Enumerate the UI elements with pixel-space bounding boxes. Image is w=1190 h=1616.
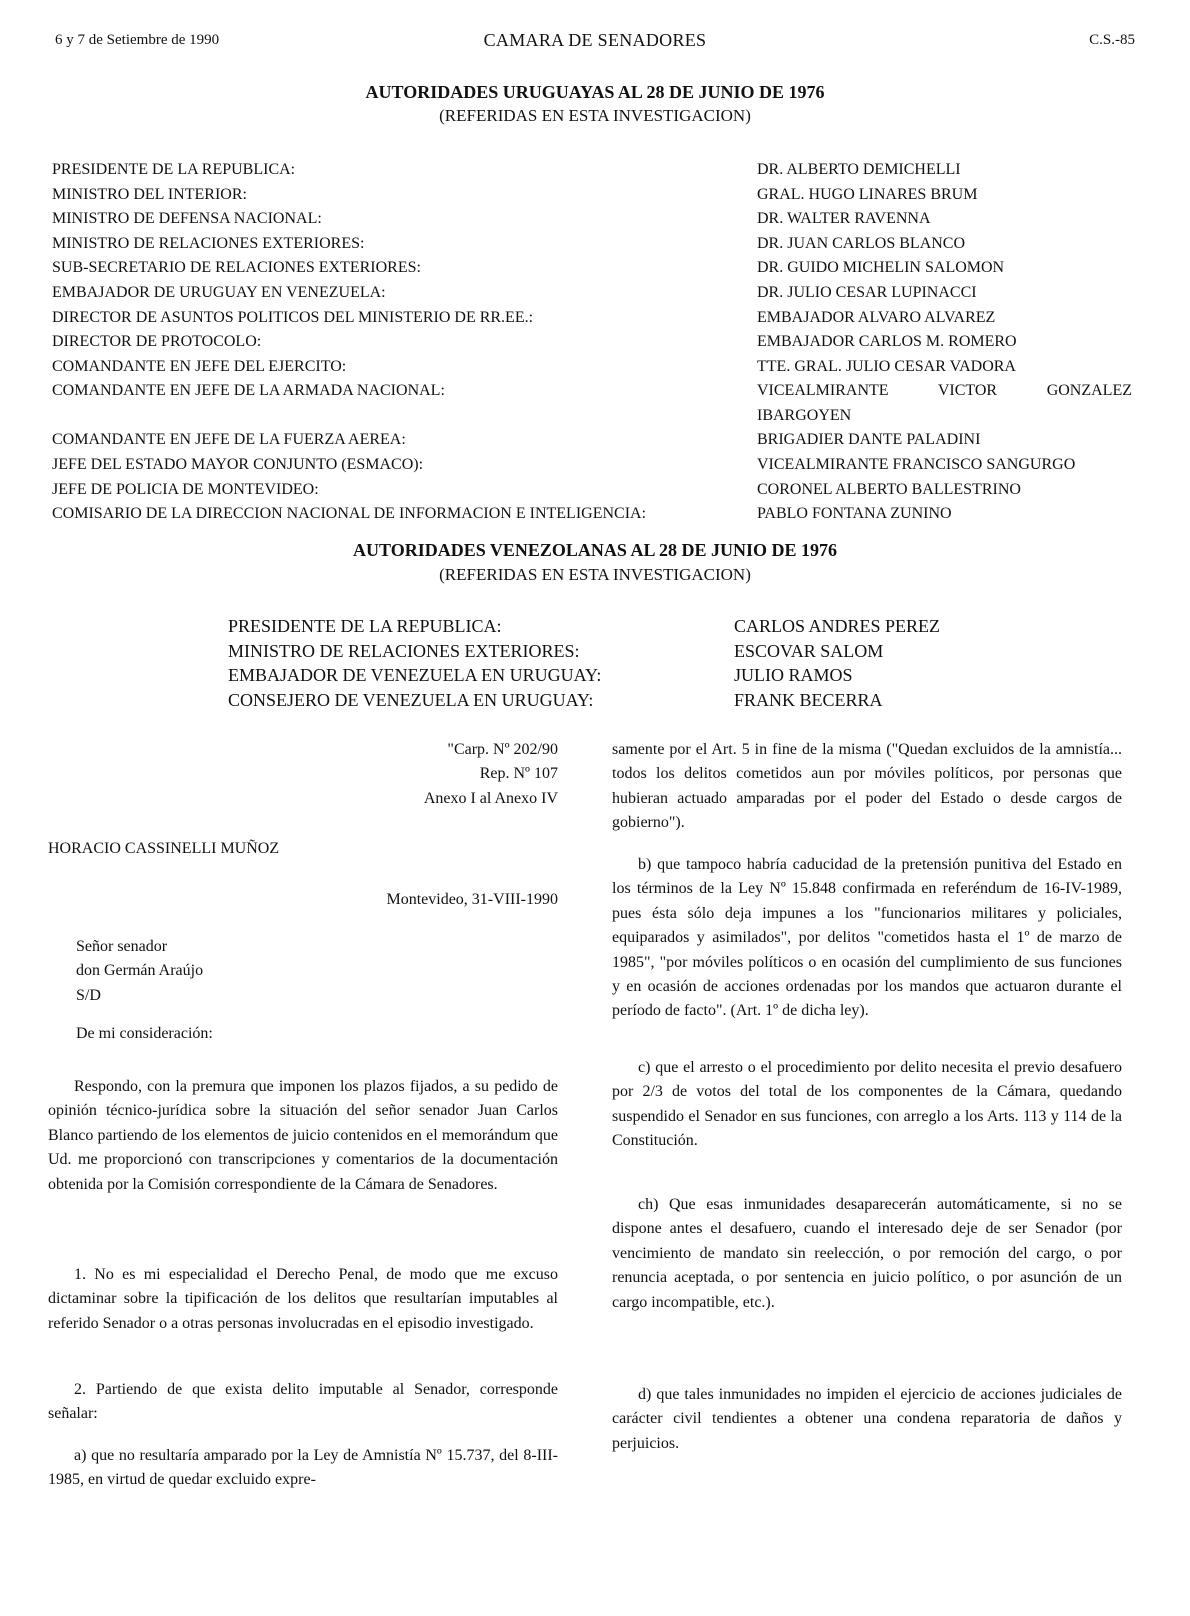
official-row [52, 502, 1142, 527]
venezuela-section-title: AUTORIDADES VENEZOLANAS AL 28 DE JUNIO DE 1976 [353, 540, 837, 560]
official-name: JULIO RAMOS [734, 665, 853, 685]
official-role: EMBAJADOR DE URUGUAY EN VENEZUELA: [52, 283, 386, 301]
official-name: VICEALMIRANTE FRANCISCO SANGURGO [757, 455, 1076, 473]
page-header [55, 30, 1135, 56]
official-row [52, 379, 1142, 428]
venezuela-officials-table [228, 614, 988, 712]
official-role: COMANDANTE EN JEFE DEL EJERCITO: [52, 357, 347, 375]
official-name: ESCOVAR SALOM [734, 640, 884, 661]
recipient-line: don Germán Araújo [76, 962, 204, 980]
body-paragraph: 2. Partiendo de que exista delito imputable al Senador, corresponde señalar: [48, 1381, 558, 1423]
official-name: CORONEL ALBERTO BALLESTRINO [757, 480, 1021, 498]
official-row [52, 478, 1142, 503]
reference-block [48, 738, 558, 811]
official-role: MINISTRO DE RELACIONES EXTERIORES: [52, 234, 365, 252]
uruguay-section-title: AUTORIDADES URUGUAYAS AL 28 DE JUNIO DE 1976 [365, 82, 825, 102]
header-chamber: CAMARA DE SENADORES [483, 30, 707, 50]
official-row [52, 453, 1142, 478]
body-paragraph: ch) Que esas inmunidades desaparecerán automáticamente, si no se dispone antes el desafuero, cuando el interesado deje de ser Senador (por vencimiento de mandato sin reelección, o por remoción del cargo, o por renuncia aceptada, o por sentencia en juicio político, o por asunción de un cargo incompatible, etc.). [612, 1196, 1122, 1311]
official-row [228, 639, 988, 664]
body-paragraph: d) que tales inmunidades no impiden el ejercicio de acciones judiciales de carácter civil tendientes a obtener una condena reparatoria de daños y perjuicios. [612, 1386, 1122, 1452]
official-role: CONSEJERO DE VENEZUELA EN URUGUAY: [228, 689, 594, 710]
official-row [52, 232, 1142, 257]
reference-line: Anexo I al Anexo IV [423, 789, 558, 807]
official-name: DR. GUIDO MICHELIN SALOMON [757, 259, 1005, 277]
body-paragraph: 1. No es mi especialidad el Derecho Penal, de modo que me excuso dictaminar sobre la tipificación de los delitos que resultarían imputables al referido Senador o a otras personas involucradas en el episodio investigado. [48, 1266, 558, 1332]
official-name: BRIGADIER DANTE PALADINI [757, 431, 981, 449]
official-role: PRESIDENTE DE LA REPUBLICA: [228, 616, 502, 636]
body-paragraph: c) que el arresto o el procedimiento por delito necesita el previo desafuero por 2/3 de votos del total de los componentes de la Cámara, quedando suspendido el Senador en sus funciones, con arreglo a los Arts. 113 y 114 de la Constitución. [612, 1059, 1122, 1150]
letter-place-date: Montevideo, 31-VIII-1990 [386, 891, 558, 908]
body-paragraph: Respondo, con la premura que imponen los plazos fijados, a su pedido de opinión técnico-jurídica sobre la situación del señor senador Juan Carlos Blanco partiendo de los elementos de juicio contenidos en el memorándum que Ud. me proporcionó con transcripciones y comentarios de la documentación obtenida por la Comisión correspondiente de la Cámara de Senadores. [48, 1078, 558, 1193]
official-name: EMBAJADOR CARLOS M. ROMERO [757, 333, 1017, 351]
official-name: DR. JUAN CARLOS BLANCO [757, 234, 966, 252]
official-role: JEFE DE POLICIA DE MONTEVIDEO: [52, 480, 319, 498]
official-row [52, 306, 1142, 331]
official-role: PRESIDENTE DE LA REPUBLICA: [52, 161, 296, 178]
body-paragraph: a) que no resultaría amparado por la Ley de Amnistía Nº 15.737, del 8-III-1985, en virtud de quedar excluido expre- [48, 1447, 558, 1489]
recipient-line: S/D [76, 986, 101, 1004]
official-name: FRANK BECERRA [734, 689, 883, 710]
official-role: DIRECTOR DE PROTOCOLO: [52, 333, 262, 351]
official-role: SUB-SECRETARIO DE RELACIONES EXTERIORES: [52, 259, 421, 277]
official-row [52, 207, 1142, 232]
letter-greeting: De mi consideración: [76, 1025, 213, 1042]
official-row [52, 281, 1142, 306]
official-role: EMBAJADOR DE VENEZUELA EN URUGUAY: [228, 665, 602, 685]
official-role: DIRECTOR DE ASUNTOS POLITICOS DEL MINISTERIO DE RR.EE.: [52, 308, 534, 326]
official-name: TTE. GRAL. JULIO CESAR VADORA [757, 357, 1016, 375]
official-row [228, 614, 988, 639]
official-name: PABLO FONTANA ZUNINO [757, 505, 952, 523]
official-role: COMANDANTE EN JEFE DE LA FUERZA AEREA: [52, 431, 406, 449]
letter-author: HORACIO CASSINELLI MUÑOZ [48, 840, 280, 857]
official-name: DR. ALBERTO DEMICHELLI [757, 161, 961, 178]
official-row [228, 688, 988, 713]
reference-line: "Carp. Nº 202/90 [447, 741, 558, 758]
official-row [52, 256, 1142, 281]
official-row [52, 355, 1142, 380]
header-code: C.S.-85 [1089, 32, 1135, 48]
official-row [228, 663, 988, 688]
official-row [52, 183, 1142, 208]
official-role: JEFE DEL ESTADO MAYOR CONJUNTO (ESMACO): [52, 455, 424, 473]
official-name: CARLOS ANDRES PEREZ [734, 616, 941, 636]
header-date: 6 y 7 de Setiembre de 1990 [55, 32, 220, 48]
official-role: MINISTRO DE DEFENSA NACIONAL: [52, 210, 322, 228]
official-row [52, 330, 1142, 355]
official-name-continuation: IBARGOYEN [757, 406, 852, 424]
official-role: MINISTRO DE RELACIONES EXTERIORES: [228, 640, 580, 661]
official-role: COMANDANTE EN JEFE DE LA ARMADA NACIONAL: [52, 382, 445, 400]
body-paragraph: samente por el Art. 5 in fine de la misma ("Quedan excluidos de la amnistía... todos los delitos cometidos aun por móviles políticos, por personas que hubieran actuado amparadas por el poder del Estado o desde cargos de gobierno"). [612, 741, 1122, 832]
uruguay-officials-table [52, 158, 1142, 527]
uruguay-section-subtitle: (REFERIDAS EN ESTA INVESTIGACION) [439, 106, 751, 125]
official-name: DR. WALTER RAVENNA [757, 210, 931, 228]
official-row [52, 158, 1142, 183]
official-name: DR. JULIO CESAR LUPINACCI [757, 283, 977, 301]
official-role: COMISARIO DE LA DIRECCION NACIONAL DE INFORMACION E INTELIGENCIA: [52, 505, 647, 523]
official-row [52, 428, 1142, 453]
recipient-block [48, 935, 586, 1008]
body-paragraph: b) que tampoco habría caducidad de la pretensión punitiva del Estado en los términos de la Ley Nº 15.848 confirmada en referéndum de 16-IV-1989, pues ésta sólo deja impunes a los "funcionarios militares y policiales, equiparados y asimilados", por delitos "cometidos hasta el 1º de marzo de 1985", "por móviles políticos o en ocasión del cumplimiento de sus funciones y en ocasión de acciones ordenadas por los mandos que actuaron durante el período de facto". (Art. 1º de dicha ley). [612, 856, 1122, 1020]
official-name: EMBAJADOR ALVARO ALVAREZ [757, 308, 996, 326]
recipient-line: Señor senador [76, 938, 168, 955]
official-role: MINISTRO DEL INTERIOR: [52, 185, 247, 203]
official-name: VICEALMIRANTE VICTOR GONZALEZ [757, 382, 1132, 400]
venezuela-section-subtitle: (REFERIDAS EN ESTA INVESTIGACION) [439, 565, 751, 584]
reference-line: Rep. Nº 107 [479, 765, 558, 783]
official-name: GRAL. HUGO LINARES BRUM [757, 185, 978, 203]
